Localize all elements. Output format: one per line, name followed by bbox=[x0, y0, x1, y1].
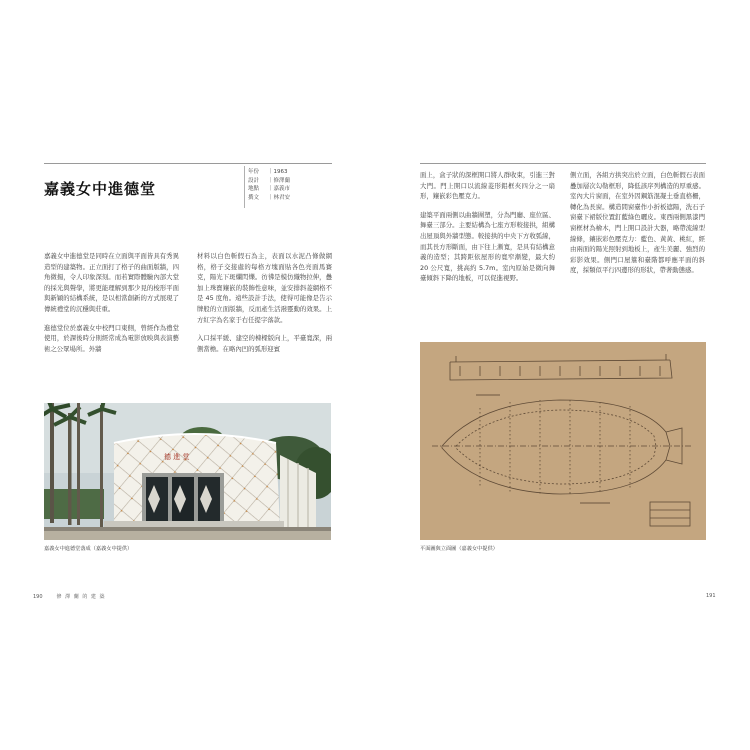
floor-plan-drawing bbox=[420, 342, 706, 540]
building-photo bbox=[44, 403, 331, 540]
meta-block bbox=[248, 168, 290, 202]
page-number: 190 bbox=[33, 594, 43, 600]
page-folio-left bbox=[33, 593, 106, 600]
paragraph: 建築平面兩側以曲牆圍塑，分為門廳、座位區、舞臺三部分。主要結構為七座方形較接拱，組構出屋頂與外牆型態。較接拱的中央下方收弧線，而其長方形斷面，由下往上漸寬，是具有結構意義的造型；其跨距依屋形的寬窄漸變，最大約 20 公尺寬，挑高約 5.7m。室內原始是微向舞臺傾斜下降的地板，可以促進視野。 bbox=[420, 210, 555, 283]
right-page bbox=[375, 0, 750, 750]
top-rule bbox=[44, 163, 332, 164]
article-title: 嘉義女中進德堂 bbox=[44, 180, 157, 198]
running-head: 修 澤 蘭 的 建 築 bbox=[56, 594, 106, 600]
paragraph: 嘉義女中進德堂是同時在立面與平面皆具有秀異造型的建築物。正立面打了格子的曲面版牆，四角微揚，令人印象深刻。而若實際體驗內部大堂的採光與聲學，將更能理解到那少見的梭形平面與新穎的結構系統，是以相當創新的方式展現了傳統禮堂的沉穩與莊重。 bbox=[44, 252, 179, 313]
meta-row-author: 撰文 ｜林君安 bbox=[248, 194, 291, 201]
meta-divider bbox=[244, 166, 245, 208]
paragraph: 面上，盒子狀的深框開口將人群收束，引進三對大門。門上開口以流線菱形鋁框夾四分之一扇形，鑲嵌彩色壓克力。 bbox=[420, 171, 555, 201]
plan-caption: 平面圖與立面圖（嘉義女中提供） bbox=[420, 546, 498, 552]
meta-row-design: 設計 ｜修澤蘭 bbox=[248, 177, 291, 184]
body-column-1 bbox=[420, 170, 555, 292]
body-column-2 bbox=[197, 251, 332, 362]
meta-row-location: 地點 ｜嘉義市 bbox=[248, 186, 291, 193]
page-number: 191 bbox=[706, 593, 716, 599]
paragraph: 進德堂位於嘉義女中校門口東側，曾經作為禮堂使用，於課後時分則經常成為電影放映與表演藝術之公眾場所。外牆 bbox=[44, 323, 179, 353]
photo-caption: 嘉義女中進德堂落成（嘉義女中提供） bbox=[44, 546, 133, 552]
body-column-2 bbox=[570, 170, 705, 284]
paragraph: 側立面，各組方拱突出於立面，白色斬假石表面疊加層次勾勒框形，降低該序列構造的厚重感。室內大片窗面，在室外因鋼筋混凝土垂直格柵，轉化為長窗。構造間窗臺作小折板遮陽，洗石子窗臺下裙版位置釘藍綠色曬皮。東西兩側黑漆門窗框材為檜木，門上開口設計大器，略帶流線型線條，鑲嵌彩色壓克力：藍色、黃黃、桃紅，經由兩面的陽光照射到地板上，產生美麗、強烈的彩影效果。側門口屋簷和臺階都呼應平面的斜度，採類似平行四邊形的形狀，帶著動態感。 bbox=[570, 171, 705, 275]
facade-inscription: 德 進 堂 bbox=[164, 453, 190, 461]
meta-row-year: 年份 ｜1963 bbox=[248, 169, 288, 175]
body-column-1 bbox=[44, 251, 179, 362]
paragraph: 材料以白色斬假石為主，表面以水泥凸條做網格，格子交接處的每格方塊面貼各色亮面馬賽克，陽光下斑爛閃爍。彷彿是模仿織物拉伸，疊加上珠寶鑲嵌的裝飾性意味，並安排斜菱網格不是 45 度角。遠些設計手法，使得可能像是告示牌般的立面版牆，反而產生活潑靈動的效果。上方紅字為名家于右任提字落款。 bbox=[197, 252, 332, 324]
top-rule bbox=[420, 163, 706, 164]
paragraph: 入口採平緩、建空的棟樑版向上，平臺寬深，兩側當檐。在略內凹的弧形迎賓 bbox=[197, 334, 332, 353]
